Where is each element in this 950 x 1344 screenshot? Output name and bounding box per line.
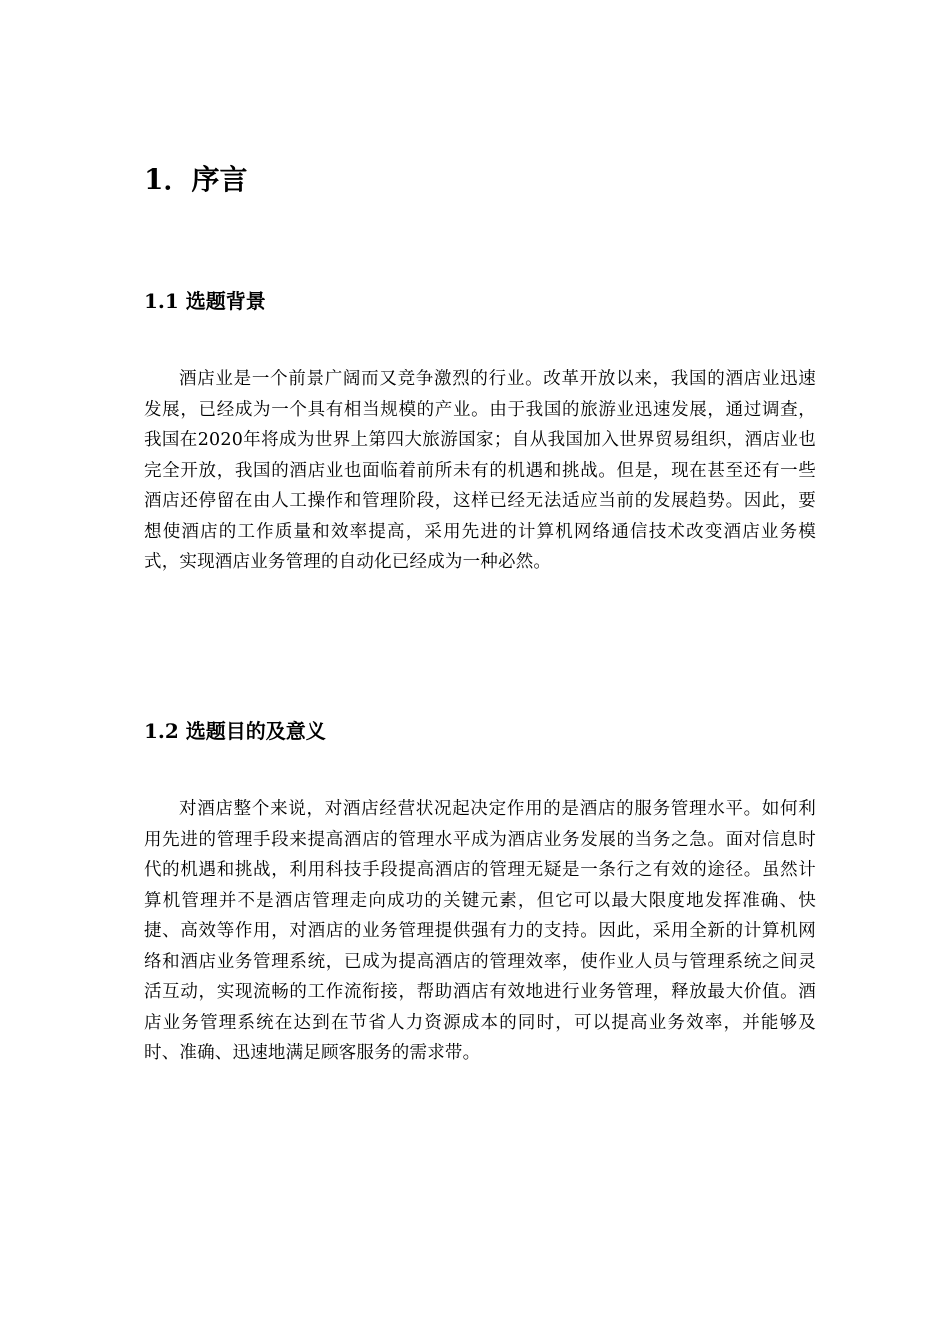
section-heading-background: 1.1 选题背景: [144, 289, 266, 313]
section-paragraph-purpose: 对酒店整个来说，对酒店经营状况起决定作用的是酒店的服务管理水平。如何利用先进的管理手段来提高酒店的管理水平成为酒店业务发展的当务之急。面对信息时代的机遇和挑战，利用科技手段提高酒店的管理无疑是一条行之有效的途径。虽然计算机管理并不是酒店管理走向成功的关键元素，但它可以最大限度地发挥准确、快捷、高效等作用，对酒店的业务管理提供强有力的支持。因此，采用全新的计算机网络和酒店业务管理系统，已成为提高酒店的管理效率，使作业人员与管理系统之间灵活互动，实现流畅的工作流衔接，帮助酒店有效地进行业务管理，释放最大价值。酒店业务管理系统在达到在节省人力资源成本的同时，可以提高业务效率，并能够及时、准确、迅速地满足顾客服务的需求带。: [144, 799, 816, 1063]
section-paragraph-background: 酒店业是一个前景广阔而又竞争激烈的行业。改革开放以来，我国的酒店业迅速发展，已经成为一个具有相当规模的产业。由于我国的旅游业迅速发展，通过调查，我国在2020年将成为世界上第四大旅游国家；自从我国加入世界贸易组织，酒店业也完全开放，我国的酒店业也面临着前所未有的机遇和挑战。但是，现在甚至还有一些酒店还停留在由人工操作和管理阶段，这样已经无法适应当前的发展趋势。因此，要想使酒店的工作质量和效率提高，采用先进的计算机网络通信技术改变酒店业务模式，实现酒店业务管理的自动化已经成为一种必然。: [144, 369, 816, 572]
section-heading-purpose: 1.2 选题目的及意义: [144, 719, 326, 743]
chapter-title: 1．序言: [144, 163, 248, 196]
